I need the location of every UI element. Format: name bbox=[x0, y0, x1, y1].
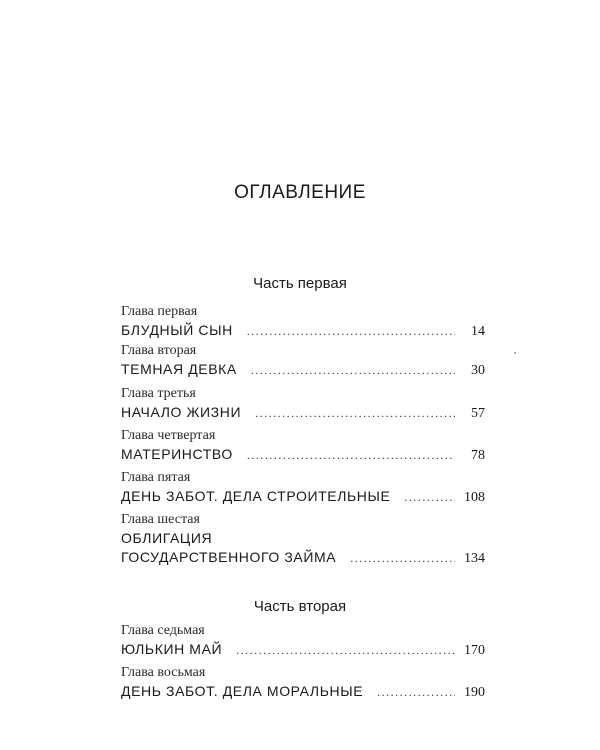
chapter-title: ОБЛИГАЦИЯ bbox=[121, 530, 213, 546]
chapter-title-line bbox=[121, 360, 485, 378]
toc-entry bbox=[121, 512, 485, 566]
page-number: 108 bbox=[464, 490, 485, 505]
paper-speck bbox=[514, 352, 516, 354]
chapter-label: Глава восьмая bbox=[121, 665, 206, 680]
dot-leader bbox=[247, 446, 455, 464]
toc-entry bbox=[121, 665, 485, 700]
chapter-title-line bbox=[121, 682, 485, 700]
chapter-label: Глава первая bbox=[121, 304, 198, 319]
chapter-title: НАЧАЛО ЖИЗНИ bbox=[121, 404, 242, 420]
toc-entry bbox=[121, 470, 485, 505]
dot-leader bbox=[255, 404, 455, 422]
chapter-label: Глава седьмая bbox=[121, 623, 205, 638]
part-title: Часть первая bbox=[253, 275, 347, 292]
chapter-title-line bbox=[121, 403, 485, 421]
page-title: ОГЛАВЛЕНИЕ bbox=[234, 182, 366, 203]
toc-entry bbox=[121, 386, 485, 421]
chapter-title: ТЕМНАЯ ДЕВКА bbox=[121, 361, 237, 377]
page-number: 170 bbox=[464, 643, 485, 658]
dot-leader bbox=[350, 549, 455, 567]
chapter-title-line bbox=[121, 548, 485, 566]
page-number: 14 bbox=[471, 324, 485, 339]
page-number: 134 bbox=[464, 551, 485, 566]
dot-leader bbox=[236, 641, 455, 659]
toc-entry bbox=[121, 428, 485, 463]
chapter-title-continued: ГОСУДАРСТВЕННОГО ЗАЙМА bbox=[121, 549, 337, 565]
chapter-title-line bbox=[121, 640, 485, 658]
page-number: 30 bbox=[471, 363, 485, 378]
part-title: Часть вторая bbox=[253, 598, 347, 615]
page-number: 78 bbox=[471, 448, 485, 463]
page-number: 57 bbox=[471, 406, 485, 421]
page-number: 190 bbox=[464, 685, 485, 700]
chapter-label: Глава шестая bbox=[121, 512, 200, 527]
toc-entry bbox=[121, 304, 485, 339]
dot-leader bbox=[377, 683, 455, 701]
toc-entry bbox=[121, 623, 485, 658]
dot-leader bbox=[251, 361, 455, 379]
chapter-title-line bbox=[121, 321, 485, 339]
chapter-title: ЮЛЬКИН МАЙ bbox=[121, 641, 223, 657]
chapter-label: Глава четвертая bbox=[121, 428, 216, 443]
chapter-title-line bbox=[121, 487, 485, 505]
chapter-title: БЛУДНЫЙ СЫН bbox=[121, 322, 233, 338]
toc-entry bbox=[121, 343, 485, 378]
chapter-label: Глава вторая bbox=[121, 343, 197, 358]
chapter-label: Глава третья bbox=[121, 386, 196, 401]
chapter-title: ДЕНЬ ЗАБОТ. ДЕЛА МОРАЛЬНЫЕ bbox=[121, 683, 364, 699]
dot-leader bbox=[404, 488, 455, 506]
chapter-title-line bbox=[121, 445, 485, 463]
dot-leader bbox=[247, 322, 455, 340]
chapter-label: Глава пятая bbox=[121, 470, 191, 485]
chapter-title: МАТЕРИНСТВО bbox=[121, 446, 233, 462]
chapter-title: ДЕНЬ ЗАБОТ. ДЕЛА СТРОИТЕЛЬНЫЕ bbox=[121, 488, 391, 504]
